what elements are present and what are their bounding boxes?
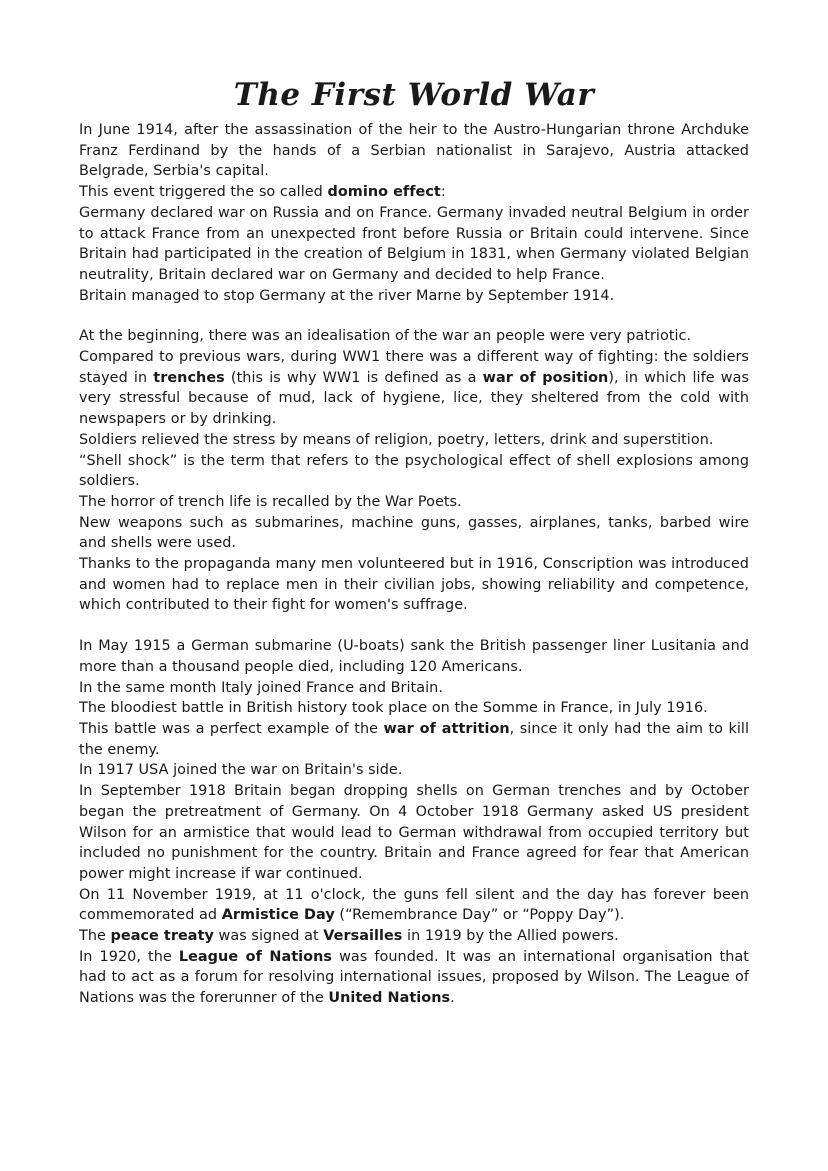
text-run: was signed at [213, 928, 324, 945]
text-run: In the same month Italy joined France and Britain. [79, 679, 443, 696]
paragraph [79, 719, 749, 760]
section [79, 326, 749, 616]
bold-term: United Nations [328, 990, 451, 1007]
bold-term: war of attrition [383, 720, 510, 737]
text-run: in 1919 by the Allied powers. [402, 928, 619, 945]
text-run: (this is why WW1 is defined as a [224, 369, 483, 386]
text-run: Soldiers relieved the stress by means of religion, poetry, letters, drink and superstition. [79, 431, 714, 448]
text-run: In June 1914, after the assassination of the heir to the Austro-Hungarian throne Archduke Franz Ferdinand by the hands of a Serbian nationalist in Sarajevo, Austria attacked Belgrade, Serbia's capital. [79, 122, 749, 180]
paragraph [79, 947, 749, 1009]
text-run: In September 1918 Britain began dropping shells on German trenches and by October began the pretreatment of Germany. On 4 October 1918 Germany asked US president Wilson for an armistice that would lead to German withdrawal from occupied territory but included no punishment for the country. Britain and France agreed for fear that American power might increase if war continued. [79, 783, 749, 882]
bold-term: war of position [482, 369, 609, 386]
bold-term: Versailles [323, 928, 403, 945]
paragraph [79, 492, 749, 513]
text-run: Britain managed to stop Germany at the river Marne by September 1914. [79, 287, 615, 304]
text-run: This battle was a perfect example of the [79, 720, 384, 737]
text-run: : [440, 184, 446, 201]
paragraph [79, 451, 749, 492]
text-run: New weapons such as submarines, machine guns, gasses, airplanes, tanks, barbed wire and shells were used. [79, 514, 749, 552]
paragraph [79, 760, 749, 781]
paragraph [79, 885, 749, 926]
text-run: At the beginning, there was an idealisation of the war an people were very patriotic. [79, 328, 692, 345]
bold-term: peace treaty [110, 928, 214, 945]
paragraph [79, 513, 749, 554]
paragraph [79, 781, 749, 885]
text-run: , since it only had the aim to kill the enemy. [79, 720, 749, 758]
text-run: was founded. It was an international organisation that had to act as a forum for resolving international issues, proposed by Wilson. The League of Nations was the forerunner of the [79, 948, 749, 1007]
page-title: The First World War [233, 77, 595, 113]
paragraph [79, 203, 749, 286]
text-run: The bloodiest battle in British history took place on the Somme in France, in July 1916. [79, 700, 708, 717]
text-run: ), in which life was very stressful because of mud, lack of hygiene, lice, they sheltered from the cold with newspapers or by drinking. [79, 369, 749, 428]
paragraph [79, 926, 749, 947]
paragraph [79, 678, 749, 699]
text-run: “Shell shock” is the term that refers to the psychological effect of shell explosions among soldiers. [79, 452, 749, 490]
text-run: . [450, 990, 455, 1007]
text-run: In May 1915 a German submarine (U-boats) sank the British passenger liner Lusitania and more than a thousand people died, including 120 Americans. [79, 638, 749, 675]
text-run: Thanks to the propaganda many men volunteered but in 1916, Conscription was introduced and women had to replace men in their civilian jobs, showing reliability and competence, which contributed to their fight for women's suffrage. [79, 556, 749, 614]
bold-term: Armistice Day [221, 907, 335, 924]
section [79, 636, 749, 1009]
paragraph [79, 698, 749, 719]
paragraph [79, 430, 749, 451]
text-run: Germany declared war on Russia and on France. Germany invaded neutral Belgium in order to attack France from an unexpected front before Russia or Britain could intervene. Since Britain had participated in the creation of Belgium in 1831, when Germany violated Belgian neutrality, Britain declared war on Germany and decided to help France. [79, 204, 749, 283]
bold-term: League of Nations [178, 948, 333, 965]
paragraph [79, 347, 749, 430]
text-run: In 1920, the [79, 948, 179, 965]
text-run: (“Remembrance Day” or “Poppy Day”). [334, 907, 625, 924]
section [79, 120, 749, 306]
bold-term: trenches [153, 369, 225, 386]
text-run: The [79, 928, 111, 945]
text-run: In 1917 USA joined the war on Britain's side. [79, 762, 403, 779]
bold-term: domino effect [327, 184, 441, 201]
text-run: On 11 November 1919, at 11 o'clock, the guns fell silent and the day has forever been commemorated ad [79, 886, 749, 924]
text-run: This event triggered the so called [79, 184, 328, 201]
paragraph [79, 326, 749, 347]
paragraph [79, 636, 749, 677]
document-body [79, 120, 749, 1009]
paragraph [79, 120, 749, 182]
text-run: Compared to previous wars, during WW1 there was a different way of fighting: the soldiers stayed in [79, 349, 749, 386]
paragraph [79, 286, 749, 307]
paragraph [79, 182, 749, 203]
text-run: The horror of trench life is recalled by the War Poets. [79, 493, 462, 510]
paragraph [79, 554, 749, 616]
